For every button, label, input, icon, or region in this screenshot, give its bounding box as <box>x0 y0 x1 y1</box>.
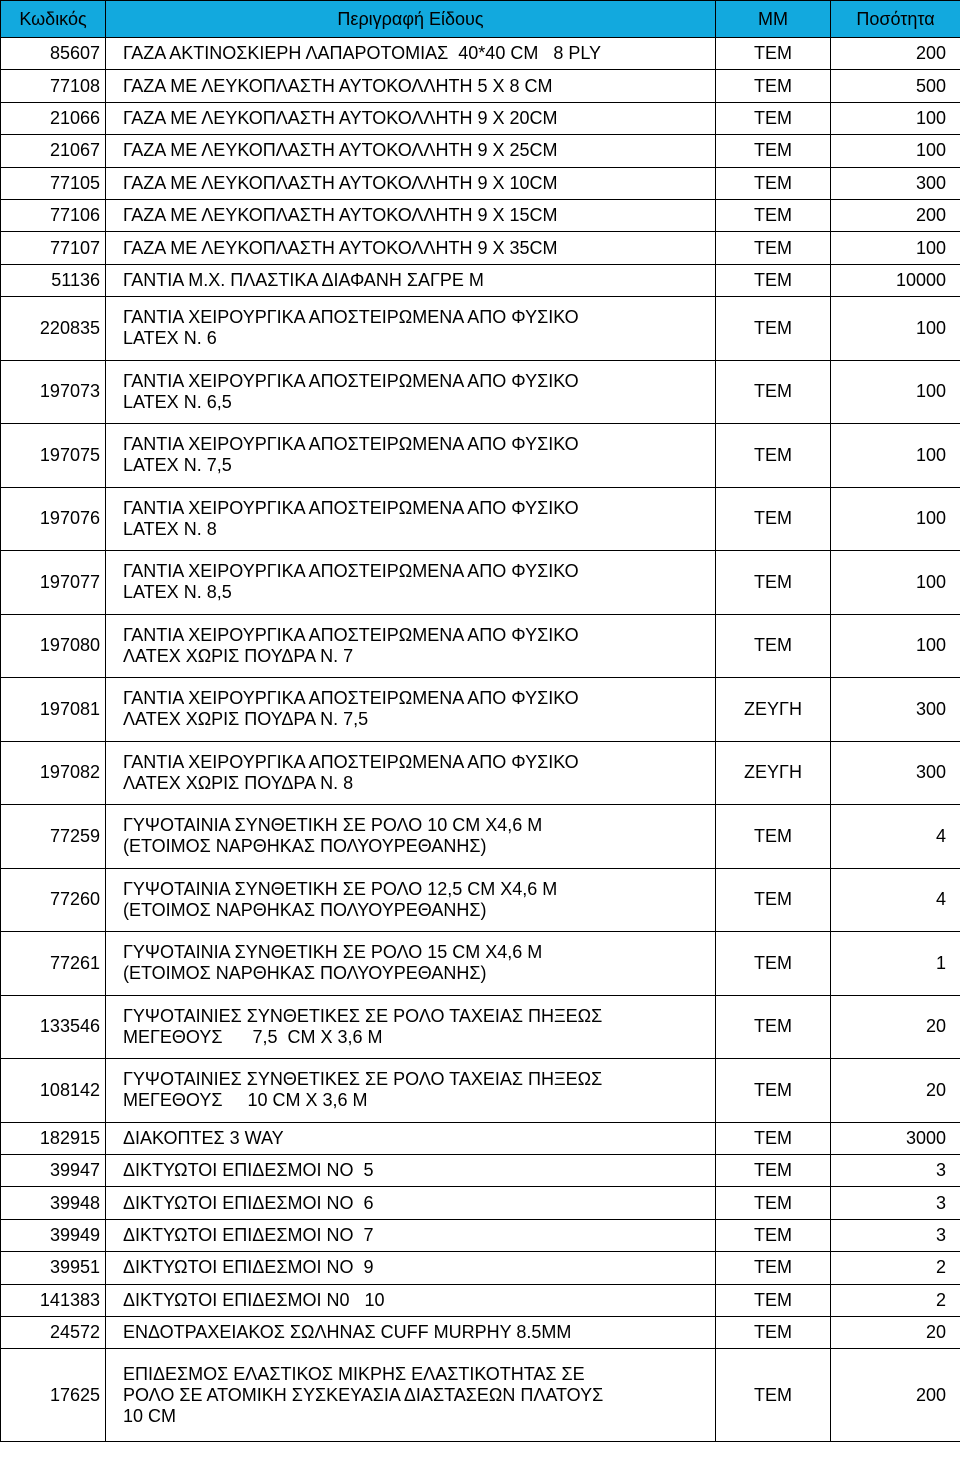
item-unit: TEM <box>716 1316 831 1348</box>
item-code: 197082 <box>1 741 106 805</box>
item-unit: TEM <box>716 1349 831 1442</box>
item-unit: TEM <box>716 1252 831 1284</box>
table-row <box>1 135 960 167</box>
item-quantity: 2 <box>831 1252 960 1284</box>
item-code: 39948 <box>1 1187 106 1219</box>
item-code: 108142 <box>1 1059 106 1123</box>
item-code: 51136 <box>1 264 106 296</box>
item-code: 77107 <box>1 232 106 264</box>
item-quantity: 3 <box>831 1187 960 1219</box>
item-quantity: 3 <box>831 1219 960 1251</box>
item-unit: TEM <box>716 167 831 199</box>
item-description: ΓΑΝΤΙΑ ΧΕΙΡΟΥΡΓΙΚΑ ΑΠΟΣΤΕΙΡΩΜΕΝΑ ΑΠΟ ΦΥΣΙΚΟ ΛΑΤΕΧ ΧΩΡΙΣ ΠΟΥΔΡΑ Ν. 7 <box>106 614 716 678</box>
item-description: ΓΑΖΑ ΜΕ ΛΕΥΚΟΠΛΑΣΤΗ ΑΥΤΟΚΟΛΛΗΤΗ 9 Χ 35CM <box>106 232 716 264</box>
item-quantity: 10000 <box>831 264 960 296</box>
item-quantity: 3000 <box>831 1122 960 1154</box>
item-quantity: 20 <box>831 995 960 1059</box>
header-code: Κωδικός <box>1 1 106 38</box>
item-quantity: 300 <box>831 678 960 742</box>
item-unit: TEM <box>716 932 831 996</box>
item-description: ΓΑΖΑ ΜΕ ΛΕΥΚΟΠΛΑΣΤΗ ΑΥΤΟΚΟΛΛΗΤΗ 5 Χ 8 CM <box>106 70 716 102</box>
item-unit: TEM <box>716 232 831 264</box>
table-row <box>1 70 960 102</box>
item-quantity: 100 <box>831 297 960 361</box>
header-row <box>1 1 960 38</box>
item-description: ΔΙΚΤΥΩΤΟΙ ΕΠΙΔΕΣΜΟΙ ΝΟ 5 <box>106 1155 716 1187</box>
table-row <box>1 264 960 296</box>
item-quantity: 100 <box>831 102 960 134</box>
item-description: ΓΥΨΟΤΑΙΝΙΑ ΣΥΝΘΕΤΙΚΗ ΣΕ ΡΟΛΟ 12,5 CM X4,6 M (ΕΤΟΙΜΟΣ ΝΑΡΘΗΚΑΣ ΠΟΛΥΟΥΡΕΘΑΝΗΣ) <box>106 868 716 932</box>
table-row <box>1 102 960 134</box>
item-code: 77108 <box>1 70 106 102</box>
item-code: 17625 <box>1 1349 106 1442</box>
item-code: 182915 <box>1 1122 106 1154</box>
item-code: 21067 <box>1 135 106 167</box>
header-description: Περιγραφή Είδους <box>106 1 716 38</box>
item-code: 197077 <box>1 551 106 615</box>
item-description: ΓΑΝΤΙΑ Μ.Χ. ΠΛΑΣΤΙΚΑ ΔΙΑΦΑΝΗ ΣΑΓΡΕ Μ <box>106 264 716 296</box>
table-row <box>1 1187 960 1219</box>
item-quantity: 20 <box>831 1316 960 1348</box>
item-unit: TEM <box>716 995 831 1059</box>
table-row <box>1 868 960 932</box>
item-description: ΓΑΖΑ ΜΕ ΛΕΥΚΟΠΛΑΣΤΗ ΑΥΤΟΚΟΛΛΗΤΗ 9 Χ 10CM <box>106 167 716 199</box>
item-quantity: 100 <box>831 135 960 167</box>
item-unit: TEM <box>716 487 831 551</box>
item-description: ΓΑΝΤΙΑ ΧΕΙΡΟΥΡΓΙΚΑ ΑΠΟΣΤΕΙΡΩΜΕΝΑ ΑΠΟ ΦΥΣΙΚΟ LATEX N. 6,5 <box>106 360 716 424</box>
item-unit: TEM <box>716 38 831 70</box>
item-unit: TEM <box>716 102 831 134</box>
item-unit: TEM <box>716 424 831 488</box>
item-quantity: 100 <box>831 614 960 678</box>
table-row <box>1 167 960 199</box>
table-row <box>1 297 960 361</box>
item-description: ΓΑΖΑ ΜΕ ΛΕΥΚΟΠΛΑΣΤΗ ΑΥΤΟΚΟΛΛΗΤΗ 9 Χ 15CM <box>106 199 716 231</box>
table-row <box>1 232 960 264</box>
item-description: ΔΙΑΚΟΠΤΕΣ 3 WAY <box>106 1122 716 1154</box>
item-code: 141383 <box>1 1284 106 1316</box>
item-unit: TEM <box>716 264 831 296</box>
item-code: 220835 <box>1 297 106 361</box>
item-unit: TEM <box>716 199 831 231</box>
table-row <box>1 1284 960 1316</box>
table-row <box>1 1349 960 1442</box>
table-row <box>1 1059 960 1123</box>
table-row <box>1 805 960 869</box>
item-code: 197081 <box>1 678 106 742</box>
table-row <box>1 932 960 996</box>
item-unit: TEM <box>716 868 831 932</box>
table-row <box>1 1252 960 1284</box>
item-description: ΔΙΚΤΥΩΤΟΙ ΕΠΙΔΕΣΜΟΙ Ν0 10 <box>106 1284 716 1316</box>
table-row <box>1 38 960 70</box>
item-quantity: 100 <box>831 232 960 264</box>
table-row <box>1 1155 960 1187</box>
item-code: 197076 <box>1 487 106 551</box>
item-unit: ΖΕΥΓΗ <box>716 741 831 805</box>
item-quantity: 300 <box>831 741 960 805</box>
item-code: 77261 <box>1 932 106 996</box>
item-description: ΓΥΨΟΤΑΙΝΙΑ ΣΥΝΘΕΤΙΚΗ ΣΕ ΡΟΛΟ 15 CM X4,6 M (ΕΤΟΙΜΟΣ ΝΑΡΘΗΚΑΣ ΠΟΛΥΟΥΡΕΘΑΝΗΣ) <box>106 932 716 996</box>
item-unit: TEM <box>716 297 831 361</box>
item-description: ΓΑΝΤΙΑ ΧΕΙΡΟΥΡΓΙΚΑ ΑΠΟΣΤΕΙΡΩΜΕΝΑ ΑΠΟ ΦΥΣΙΚΟ ΛΑΤΕΧ ΧΩΡΙΣ ΠΟΥΔΡΑ Ν. 8 <box>106 741 716 805</box>
item-quantity: 500 <box>831 70 960 102</box>
item-code: 77259 <box>1 805 106 869</box>
item-code: 39951 <box>1 1252 106 1284</box>
item-code: 39947 <box>1 1155 106 1187</box>
item-code: 85607 <box>1 38 106 70</box>
item-quantity: 100 <box>831 551 960 615</box>
item-unit: TEM <box>716 1155 831 1187</box>
item-description: ΓΑΖΑ ΑΚΤΙΝΟΣΚΙΕΡΗ ΛΑΠΑΡΟΤΟΜΙΑΣ 40*40 CM 8 PLY <box>106 38 716 70</box>
item-unit: TEM <box>716 805 831 869</box>
item-code: 133546 <box>1 995 106 1059</box>
item-description: ΓΑΝΤΙΑ ΧΕΙΡΟΥΡΓΙΚΑ ΑΠΟΣΤΕΙΡΩΜΕΝΑ ΑΠΟ ΦΥΣΙΚΟ LATEX N. 7,5 <box>106 424 716 488</box>
item-description: ΓΑΝΤΙΑ ΧΕΙΡΟΥΡΓΙΚΑ ΑΠΟΣΤΕΙΡΩΜΕΝΑ ΑΠΟ ΦΥΣΙΚΟ ΛΑΤΕΧ ΧΩΡΙΣ ΠΟΥΔΡΑ Ν. 7,5 <box>106 678 716 742</box>
table-row <box>1 360 960 424</box>
item-description: ΓΥΨΟΤΑΙΝΙΕΣ ΣΥΝΘΕΤΙΚΕΣ ΣΕ ΡΟΛΟ ΤΑΧΕΙΑΣ ΠΗΞΕΩΣ ΜΕΓΕΘΟΥΣ 10 CM X 3,6 M <box>106 1059 716 1123</box>
header-quantity: Ποσότητα <box>831 1 960 38</box>
item-quantity: 200 <box>831 1349 960 1442</box>
table-row <box>1 741 960 805</box>
table-row <box>1 1219 960 1251</box>
item-unit: TEM <box>716 1187 831 1219</box>
item-description: ΓΑΝΤΙΑ ΧΕΙΡΟΥΡΓΙΚΑ ΑΠΟΣΤΕΙΡΩΜΕΝΑ ΑΠΟ ΦΥΣΙΚΟ LATEX N. 8 <box>106 487 716 551</box>
item-unit: ΖΕΥΓΗ <box>716 678 831 742</box>
item-unit: TEM <box>716 1219 831 1251</box>
item-quantity: 100 <box>831 360 960 424</box>
table-row <box>1 1316 960 1348</box>
item-description: ΕΠΙΔΕΣΜΟΣ ΕΛΑΣΤΙΚΟΣ ΜΙΚΡΗΣ ΕΛΑΣΤΙΚΟΤΗΤΑΣ ΣΕ ΡΟΛΟ ΣΕ ΑΤΟΜΙΚΗ ΣΥΣΚΕΥΑΣΙΑ ΔΙΑΣΤΑΣΕΩΝ ΠΛΑΤΟΥΣ 10 CM <box>106 1349 716 1442</box>
item-quantity: 1 <box>831 932 960 996</box>
item-description: ΓΑΖΑ ΜΕ ΛΕΥΚΟΠΛΑΣΤΗ ΑΥΤΟΚΟΛΛΗΤΗ 9 Χ 25CM <box>106 135 716 167</box>
item-quantity: 20 <box>831 1059 960 1123</box>
item-unit: TEM <box>716 1059 831 1123</box>
item-code: 197073 <box>1 360 106 424</box>
item-description: ΓΑΖΑ ΜΕ ΛΕΥΚΟΠΛΑΣΤΗ ΑΥΤΟΚΟΛΛΗΤΗ 9 Χ 20CM <box>106 102 716 134</box>
item-quantity: 2 <box>831 1284 960 1316</box>
item-quantity: 3 <box>831 1155 960 1187</box>
item-quantity: 100 <box>831 487 960 551</box>
item-description: ΔΙΚΤΥΩΤΟΙ ΕΠΙΔΕΣΜΟΙ ΝΟ 7 <box>106 1219 716 1251</box>
table-row <box>1 424 960 488</box>
item-code: 197075 <box>1 424 106 488</box>
item-description: ΓΥΨΟΤΑΙΝΙΕΣ ΣΥΝΘΕΤΙΚΕΣ ΣΕ ΡΟΛΟ ΤΑΧΕΙΑΣ ΠΗΞΕΩΣ ΜΕΓΕΘΟΥΣ 7,5 CM X 3,6 M <box>106 995 716 1059</box>
item-description: ΔΙΚΤΥΩΤΟΙ ΕΠΙΔΕΣΜΟΙ ΝΟ 9 <box>106 1252 716 1284</box>
table-row <box>1 678 960 742</box>
item-description: ΕΝΔΟΤΡΑΧΕΙΑΚΟΣ ΣΩΛΗΝΑΣ CUFF MURPHY 8.5MM <box>106 1316 716 1348</box>
table-row <box>1 487 960 551</box>
item-code: 197080 <box>1 614 106 678</box>
item-quantity: 200 <box>831 199 960 231</box>
item-quantity: 100 <box>831 424 960 488</box>
item-code: 77106 <box>1 199 106 231</box>
item-code: 39949 <box>1 1219 106 1251</box>
table-row <box>1 199 960 231</box>
item-quantity: 4 <box>831 868 960 932</box>
item-code: 24572 <box>1 1316 106 1348</box>
item-description: ΔΙΚΤΥΩΤΟΙ ΕΠΙΔΕΣΜΟΙ ΝΟ 6 <box>106 1187 716 1219</box>
table-row <box>1 995 960 1059</box>
item-quantity: 300 <box>831 167 960 199</box>
item-code: 21066 <box>1 102 106 134</box>
item-unit: TEM <box>716 551 831 615</box>
item-unit: TEM <box>716 1284 831 1316</box>
item-description: ΓΥΨΟΤΑΙΝΙΑ ΣΥΝΘΕΤΙΚΗ ΣΕ ΡΟΛΟ 10 CM X4,6 M (ΕΤΟΙΜΟΣ ΝΑΡΘΗΚΑΣ ΠΟΛΥΟΥΡΕΘΑΝΗΣ) <box>106 805 716 869</box>
table-row <box>1 551 960 615</box>
item-quantity: 200 <box>831 38 960 70</box>
item-description: ΓΑΝΤΙΑ ΧΕΙΡΟΥΡΓΙΚΑ ΑΠΟΣΤΕΙΡΩΜΕΝΑ ΑΠΟ ΦΥΣΙΚΟ LATEX N. 6 <box>106 297 716 361</box>
item-description: ΓΑΝΤΙΑ ΧΕΙΡΟΥΡΓΙΚΑ ΑΠΟΣΤΕΙΡΩΜΕΝΑ ΑΠΟ ΦΥΣΙΚΟ LATEX N. 8,5 <box>106 551 716 615</box>
item-code: 77105 <box>1 167 106 199</box>
table-row <box>1 1122 960 1154</box>
item-unit: TEM <box>716 135 831 167</box>
item-unit: TEM <box>716 360 831 424</box>
table-row <box>1 614 960 678</box>
item-quantity: 4 <box>831 805 960 869</box>
header-unit: ΜΜ <box>716 1 831 38</box>
item-unit: TEM <box>716 1122 831 1154</box>
item-unit: TEM <box>716 70 831 102</box>
item-code: 77260 <box>1 868 106 932</box>
item-unit: TEM <box>716 614 831 678</box>
